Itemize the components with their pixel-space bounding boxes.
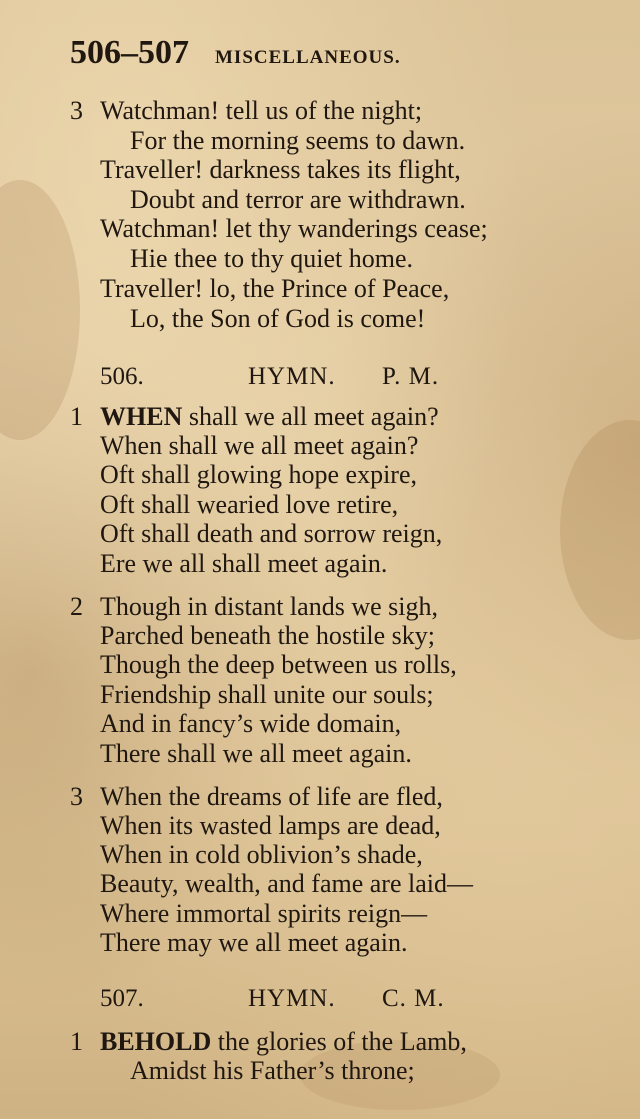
verse-line: And in fancy’s wide domain, bbox=[100, 709, 402, 738]
verse-first-line bbox=[100, 1029, 467, 1055]
verse-first-word: BEHOLD bbox=[100, 1027, 212, 1056]
verse-number: 3 bbox=[70, 782, 83, 811]
paper-stain bbox=[560, 420, 640, 640]
verse-line: Amidst his Father’s throne; bbox=[130, 1056, 415, 1085]
verse-line: Oft shall wearied love retire, bbox=[100, 490, 399, 519]
hymn-meter: C. M. bbox=[382, 985, 445, 1012]
hymn-number: 507. bbox=[100, 985, 144, 1012]
verse-number: 3 bbox=[70, 96, 83, 125]
running-header bbox=[70, 34, 401, 72]
verse-number: 2 bbox=[70, 592, 83, 621]
verse-line: Friendship shall unite our souls; bbox=[100, 680, 434, 709]
paper-stain bbox=[0, 180, 80, 440]
verse-line: Where immortal spirits reign— bbox=[100, 899, 428, 928]
verse-line: Though in distant lands we sigh, bbox=[100, 592, 438, 621]
verse-line: Hie thee to thy quiet home. bbox=[130, 244, 414, 273]
verse-line: Doubt and terror are withdrawn. bbox=[130, 185, 466, 214]
hymn-title: HYMN. bbox=[248, 363, 336, 390]
verse-line: Beauty, wealth, and fame are laid— bbox=[100, 869, 473, 898]
verse-number: 1 bbox=[70, 1027, 83, 1056]
verse-line: Ere we all shall meet again. bbox=[100, 549, 388, 578]
verse-line: For the morning seems to dawn. bbox=[130, 126, 466, 155]
verse-first-rest: shall we all meet again? bbox=[182, 402, 439, 431]
hymn-506-heading bbox=[100, 364, 500, 394]
verse-line: Watchman! tell us of the night; bbox=[100, 96, 423, 125]
verse-number: 1 bbox=[70, 402, 83, 431]
verse-line: Lo, the Son of God is come! bbox=[130, 304, 426, 333]
verse-line: Watchman! let thy wanderings cease; bbox=[100, 214, 488, 243]
verse-line: Oft shall death and sorrow reign, bbox=[100, 519, 443, 548]
verse-first-word: WHEN bbox=[100, 402, 183, 431]
verse-line: There shall we all meet again. bbox=[100, 739, 412, 768]
hymn-number: 506. bbox=[100, 363, 144, 390]
verse-first-line bbox=[100, 404, 439, 430]
verse-line: There may we all meet again. bbox=[100, 928, 408, 957]
verse-line: When the dreams of life are fled, bbox=[100, 782, 443, 811]
verse-line: Though the deep between us rolls, bbox=[100, 650, 457, 679]
verse-line: Parched beneath the hostile sky; bbox=[100, 621, 436, 650]
verse-line: When its wasted lamps are dead, bbox=[100, 811, 441, 840]
verse-line: When in cold oblivion’s shade, bbox=[100, 840, 423, 869]
verse-first-rest: the glories of the Lamb, bbox=[211, 1027, 467, 1056]
verse-line: When shall we all meet again? bbox=[100, 431, 419, 460]
section-title: MISCELLANEOUS. bbox=[215, 47, 401, 68]
hymn-507-heading bbox=[100, 986, 500, 1016]
hymn-meter: P. M. bbox=[382, 363, 440, 390]
verse-line: Oft shall glowing hope expire, bbox=[100, 460, 417, 489]
page-range: 506–507 bbox=[70, 34, 189, 71]
verse-line: Traveller! darkness takes its flight, bbox=[100, 155, 461, 184]
verse-line: Traveller! lo, the Prince of Peace, bbox=[100, 274, 450, 303]
hymn-title: HYMN. bbox=[248, 985, 336, 1012]
